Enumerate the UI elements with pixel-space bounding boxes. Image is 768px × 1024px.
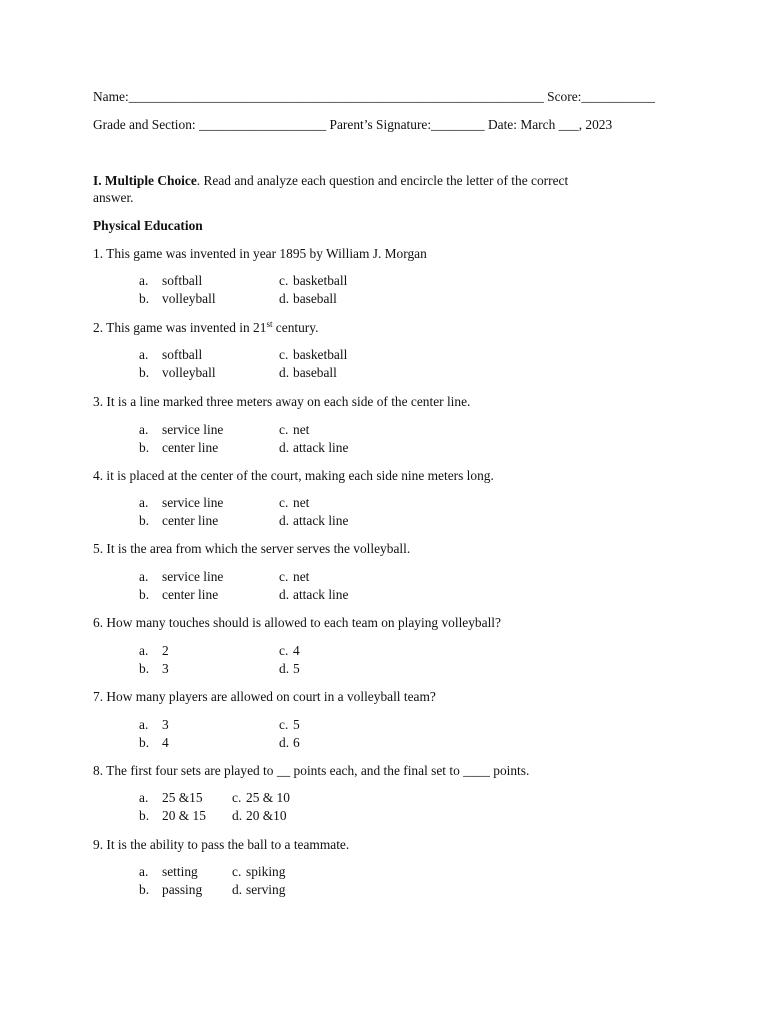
choice-text: 5	[293, 717, 300, 732]
choice-letter: a.	[139, 717, 149, 732]
choice-text: center line	[162, 513, 219, 528]
choice-letter: a.	[139, 422, 149, 437]
choice-letter: c.	[279, 569, 289, 584]
choice-text: 6	[293, 735, 300, 750]
choice-text: center line	[162, 440, 219, 455]
choice-text: volleyball	[162, 365, 216, 380]
choice-letter: a.	[139, 864, 149, 879]
choice-text: 20 &10	[246, 808, 287, 823]
question-4: 4. it is placed at the center of the court, making each side nine meters long.	[93, 468, 494, 483]
choice-letter: d.	[279, 291, 290, 306]
choice-letter: b.	[139, 440, 150, 455]
question-7: 7. How many players are allowed on court in a volleyball team?	[93, 689, 436, 704]
choice-letter: d.	[232, 882, 243, 897]
choice-text: basketball	[293, 347, 348, 362]
question-3: 3. It is a line marked three meters away on each side of the center line.	[93, 394, 471, 409]
choice-letter: d.	[279, 513, 290, 528]
choice-letter: d.	[232, 808, 243, 823]
instructions-continued: answer.	[93, 190, 134, 205]
choice-text: setting	[162, 864, 198, 879]
instructions-label: I. Multiple Choice	[93, 173, 197, 188]
choice-letter: d.	[279, 365, 290, 380]
choice-letter: a.	[139, 790, 149, 805]
choice-letter: d.	[279, 440, 290, 455]
choice-letter: d.	[279, 735, 290, 750]
choice-letter: b.	[139, 291, 150, 306]
choice-text: serving	[246, 882, 286, 897]
choice-letter: b.	[139, 882, 150, 897]
choice-letter: b.	[139, 661, 150, 676]
choice-text: 5	[293, 661, 300, 676]
choice-text: passing	[162, 882, 203, 897]
choice-letter: c.	[279, 273, 289, 288]
question-2-text: 2. This game was invented in 21	[93, 320, 267, 335]
choice-text: center line	[162, 587, 219, 602]
choice-text: 25 & 10	[246, 790, 290, 805]
choice-text: attack line	[293, 440, 349, 455]
question-2	[93, 320, 318, 336]
choice-text: softball	[162, 347, 203, 362]
choice-letter: c.	[232, 790, 242, 805]
choice-text: 2	[162, 643, 169, 658]
grade-signature-date-line: Grade and Section: ___________________ Parent’s Signature:________ Date: March ___, 2023	[93, 117, 613, 132]
choice-text: net	[293, 422, 310, 437]
question-5: 5. It is the area from which the server serves the volleyball.	[93, 541, 411, 556]
choice-text: net	[293, 569, 310, 584]
choice-text: 25 &15	[162, 790, 203, 805]
choice-letter: b.	[139, 735, 150, 750]
choice-letter: a.	[139, 643, 149, 658]
choice-letter: c.	[279, 495, 289, 510]
choice-text: volleyball	[162, 291, 216, 306]
question-6: 6. How many touches should is allowed to each team on playing volleyball?	[93, 615, 501, 630]
choice-text: service line	[162, 422, 224, 437]
question-9: 9. It is the ability to pass the ball to a teammate.	[93, 837, 350, 852]
question-2-text-end: century.	[272, 320, 319, 335]
ordinal-suffix: st	[266, 319, 273, 329]
choice-text: 3	[162, 661, 169, 676]
choice-letter: d.	[279, 587, 290, 602]
choice-text: baseball	[293, 291, 337, 306]
question-8: 8. The first four sets are played to __ points each, and the final set to ____ points.	[93, 763, 530, 778]
choice-text: spiking	[246, 864, 286, 879]
instructions-text: . Read and analyze each question and encircle the letter of the correct	[196, 173, 569, 188]
name-score-line: Name:______________________________________________________________ Score:___________	[93, 89, 656, 104]
choice-text: 4	[293, 643, 300, 658]
choice-letter: b.	[139, 808, 150, 823]
choice-letter: c.	[279, 422, 289, 437]
choice-text: 20 & 15	[162, 808, 206, 823]
choice-text: service line	[162, 495, 224, 510]
choice-letter: b.	[139, 365, 150, 380]
choice-text: softball	[162, 273, 203, 288]
choice-text: 3	[162, 717, 169, 732]
choice-letter: d.	[279, 661, 290, 676]
instructions	[93, 173, 568, 189]
choice-letter: b.	[139, 587, 150, 602]
choice-text: attack line	[293, 513, 349, 528]
question-1: 1. This game was invented in year 1895 by William J. Morgan	[93, 246, 427, 261]
choice-letter: b.	[139, 513, 150, 528]
choice-letter: a.	[139, 347, 149, 362]
choice-letter: a.	[139, 273, 149, 288]
choice-text: net	[293, 495, 310, 510]
choice-text: service line	[162, 569, 224, 584]
choice-text: basketball	[293, 273, 348, 288]
choice-letter: a.	[139, 569, 149, 584]
choice-letter: c.	[279, 717, 289, 732]
choice-text: baseball	[293, 365, 337, 380]
choice-letter: c.	[279, 347, 289, 362]
choice-letter: c.	[279, 643, 289, 658]
section-title: Physical Education	[93, 218, 203, 233]
choice-letter: c.	[232, 864, 242, 879]
choice-text: attack line	[293, 587, 349, 602]
choice-letter: a.	[139, 495, 149, 510]
choice-text: 4	[162, 735, 169, 750]
